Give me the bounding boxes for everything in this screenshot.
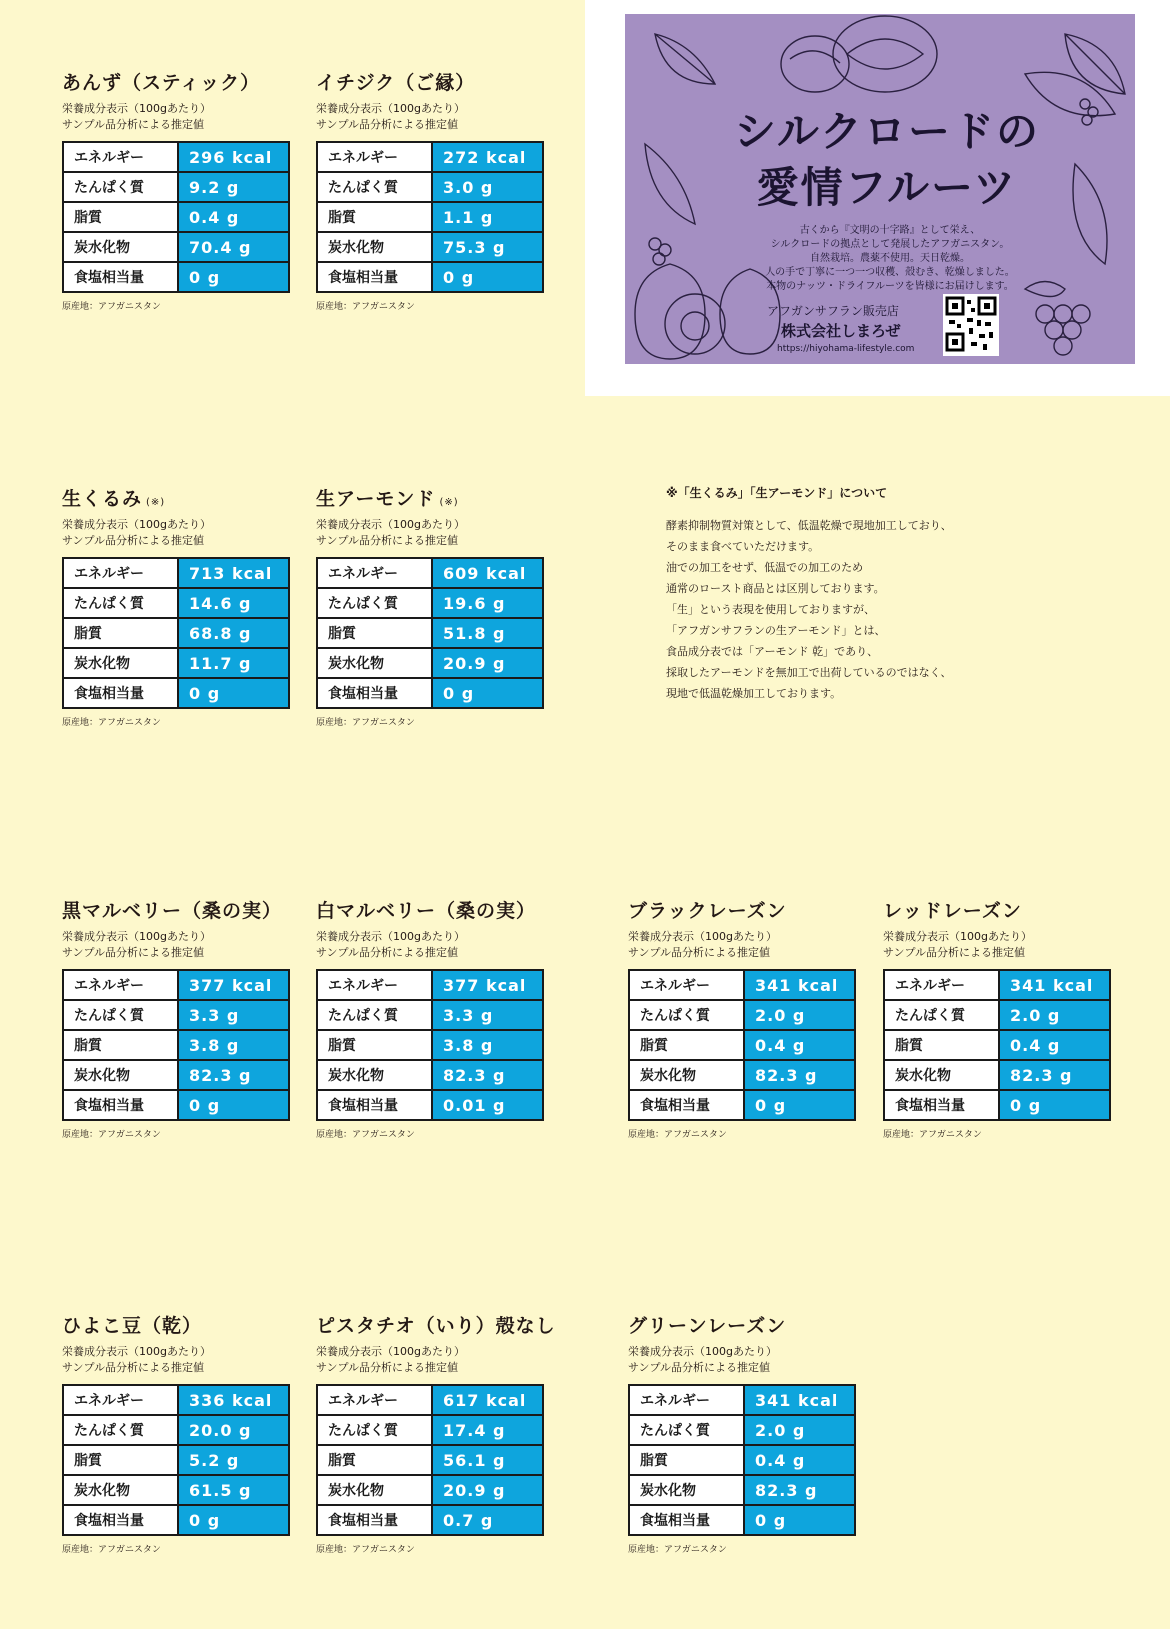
note-line: 酵素抑制物質対策として、低温乾燥で現地加工しており、 [666,519,952,532]
nutrient-value: 0 g [744,1090,855,1120]
nutrition-table [316,141,544,293]
banner-desc-line: 人の手で丁寧に一つ一つ収穫、殻むき、乾燥しました。 [765,267,1015,278]
nutrition-table [316,1384,544,1536]
nutrient-label: たんぱく質 [63,588,178,618]
brand-banner [625,14,1135,364]
nutrient-value: 0 g [999,1090,1110,1120]
table-row [317,618,543,648]
nutrient-value: 377 kcal [178,970,289,1000]
nutrient-label: エネルギー [629,1385,744,1415]
banner-description [725,224,1055,294]
banner-desc-line: 古くから『文明の十字路』として栄え、 [799,225,981,236]
nutrient-value: 341 kcal [999,970,1110,1000]
raw-nuts-note [666,484,1046,704]
note-line: 通常のロースト商品とは区別しております。 [666,582,885,595]
nutrition-subtitle: 栄養成分表示（100gあたり） サンプル品分析による推定値 [883,930,1032,959]
nutrient-value: 617 kcal [432,1385,543,1415]
nutrition-subtitle: 栄養成分表示（100gあたり） サンプル品分析による推定値 [62,518,211,547]
nutrient-value: 0 g [432,678,543,708]
nutrient-value: 272 kcal [432,142,543,172]
nutrition-subtitle: 栄養成分表示（100gあたり） サンプル品分析による推定値 [316,102,465,131]
nutrient-value: 0.4 g [999,1030,1110,1060]
nutrient-value: 1.1 g [432,202,543,232]
nutrient-label: たんぱく質 [63,1415,178,1445]
product-name: ブラックレーズン [628,900,787,922]
nutrient-value: 609 kcal [432,558,543,588]
product-name: グリーンレーズン [628,1315,787,1337]
nutrition-table [883,969,1111,1121]
table-row [629,1445,855,1475]
table-row [63,232,289,262]
origin-label: 原産地：アフガニスタン [883,1130,982,1140]
nutrition-table [62,1384,290,1536]
table-row [884,970,1110,1000]
table-row [317,1415,543,1445]
nutrient-value: 19.6 g [432,588,543,618]
table-row [629,1415,855,1445]
note-line: 食品成分表では「アーモンド 乾」であり、 [666,645,879,658]
nutrient-value: 2.0 g [744,1415,855,1445]
nutrient-label: 食塩相当量 [63,262,178,292]
table-row [629,1505,855,1535]
nutrient-value: 2.0 g [999,1000,1110,1030]
table-row [317,970,543,1000]
nutrient-label: エネルギー [63,970,178,1000]
table-row [629,1475,855,1505]
nutrition-subtitle: 栄養成分表示（100gあたり） サンプル品分析による推定値 [628,930,777,959]
note-line: そのまま食べていただけます。 [666,540,820,553]
table-row [317,262,543,292]
nutrition-table [62,969,290,1121]
nutrient-label: エネルギー [317,142,432,172]
nutrient-label: たんぱく質 [317,1000,432,1030]
nutrient-value: 0.4 g [744,1445,855,1475]
nutrient-value: 2.0 g [744,1000,855,1030]
nutrient-value: 296 kcal [178,142,289,172]
nutrient-label: 食塩相当量 [317,1090,432,1120]
nutrient-value: 0 g [178,1505,289,1535]
table-row [317,1475,543,1505]
nutrient-value: 70.4 g [178,232,289,262]
table-row [317,558,543,588]
origin-label: 原産地：アフガニスタン [316,1130,415,1140]
website-url[interactable]: https://hiyohama-lifestyle.com [777,344,915,354]
note-line: 「アフガンサフランの生アーモンド」とは、 [666,624,886,637]
table-row [63,202,289,232]
nutrient-label: 食塩相当量 [317,1505,432,1535]
table-row [317,1505,543,1535]
footnote-mark: (※) [439,497,459,508]
nutrition-card-fig [316,68,544,312]
nutrient-label: 食塩相当量 [317,678,432,708]
nutrient-label: たんぱく質 [63,1000,178,1030]
table-row [317,588,543,618]
shop-name: アフガンサフラン販売店 [767,304,899,318]
table-row [63,262,289,292]
nutrient-value: 68.8 g [178,618,289,648]
nutrient-label: たんぱく質 [317,172,432,202]
nutrient-label: 脂質 [317,1445,432,1475]
banner-title-line1: シルクロードの [733,107,1041,156]
nutrient-value: 82.3 g [178,1060,289,1090]
table-row [317,1445,543,1475]
nutrition-card-white-mulberry [316,896,544,1140]
table-row [63,1445,289,1475]
table-row [63,1090,289,1120]
table-row [63,1000,289,1030]
table-row [63,588,289,618]
nutrient-value: 341 kcal [744,970,855,1000]
table-row [317,232,543,262]
nutrient-value: 82.3 g [999,1060,1110,1090]
footnote-mark: (※) [146,497,166,508]
note-line: 採取したアーモンドを無加工で出荷しているのではなく、 [666,666,952,679]
note-line: 現地で低温乾燥加工しております。 [666,687,842,700]
nutrient-label: 食塩相当量 [63,1090,178,1120]
nutrient-label: エネルギー [317,1385,432,1415]
nutrition-table [62,557,290,709]
table-row [317,1030,543,1060]
banner-title [707,104,1067,216]
table-row [63,1060,289,1090]
nutrition-card-walnut [62,484,290,728]
origin-label: 原産地：アフガニスタン [628,1545,727,1555]
walnut-icon [781,16,937,92]
table-row [63,1475,289,1505]
table-row [317,1060,543,1090]
origin-label: 原産地：アフガニスタン [62,1545,161,1555]
banner-title-line2: 愛情フルーツ [756,163,1018,212]
table-row [317,648,543,678]
nutrition-card-red-raisin [883,896,1111,1140]
nutrient-label: 脂質 [63,202,178,232]
table-row [63,1505,289,1535]
nutrient-value: 0 g [178,262,289,292]
origin-label: 原産地：アフガニスタン [62,302,161,312]
nutrient-value: 20.0 g [178,1415,289,1445]
product-name: イチジク（ご縁） [316,72,476,94]
nutrient-label: 食塩相当量 [629,1090,744,1120]
nutrient-value: 0 g [178,678,289,708]
nutrient-label: 食塩相当量 [63,678,178,708]
nutrient-label: たんぱく質 [884,1000,999,1030]
nutrient-label: たんぱく質 [629,1000,744,1030]
nutrient-value: 11.7 g [178,648,289,678]
nutrient-value: 3.8 g [432,1030,543,1060]
nutrient-value: 20.9 g [432,648,543,678]
table-row [317,1090,543,1120]
nutrient-label: 脂質 [317,618,432,648]
banner-desc-line: 本物のナッツ・ドライフルーツを皆様にお届けします。 [766,281,1014,292]
nutrition-card-almond [316,484,544,728]
nutrient-label: たんぱく質 [317,1415,432,1445]
nutrient-label: エネルギー [317,970,432,1000]
table-row [63,1415,289,1445]
origin-label: 原産地：アフガニスタン [316,302,415,312]
nutrient-label: 食塩相当量 [629,1505,744,1535]
note-title: ※「生くるみ」「生アーモンド」について [666,486,888,500]
nutrient-label: 脂質 [884,1030,999,1060]
nutrient-label: 脂質 [629,1445,744,1475]
nutrition-subtitle: 栄養成分表示（100gあたり） サンプル品分析による推定値 [62,1345,211,1374]
product-name: あんず（スティック） [62,72,261,94]
banner-frame [585,0,1170,396]
nutrient-label: 食塩相当量 [63,1505,178,1535]
nutrition-card-chickpea [62,1311,290,1555]
table-row [629,1000,855,1030]
table-row [629,970,855,1000]
origin-label: 原産地：アフガニスタン [62,1130,161,1140]
qr-code-icon[interactable] [943,294,999,356]
product-name: 生アーモンド (※) [316,488,459,510]
nutrition-table [62,141,290,293]
table-row [63,142,289,172]
nutrient-label: たんぱく質 [317,588,432,618]
table-row [317,142,543,172]
nutrient-value: 82.3 g [744,1060,855,1090]
nutrient-label: エネルギー [63,142,178,172]
table-row [317,202,543,232]
nutrient-label: 脂質 [317,1030,432,1060]
table-row [317,678,543,708]
nutrient-value: 0.7 g [432,1505,543,1535]
nutrient-label: 脂質 [317,202,432,232]
nutrient-value: 0.01 g [432,1090,543,1120]
nutrition-card-black-raisin [628,896,856,1140]
nutrient-value: 51.8 g [432,618,543,648]
nutrient-value: 61.5 g [178,1475,289,1505]
nutrient-label: 食塩相当量 [884,1090,999,1120]
nutrient-label: エネルギー [884,970,999,1000]
nutrient-label: 脂質 [629,1030,744,1060]
nutrition-table [316,969,544,1121]
nutrition-subtitle: 栄養成分表示（100gあたり） サンプル品分析による推定値 [316,930,465,959]
nutrient-value: 0 g [744,1505,855,1535]
nutrient-label: 炭水化物 [317,648,432,678]
nutrient-value: 341 kcal [744,1385,855,1415]
nutrient-label: 炭水化物 [63,1475,178,1505]
table-row [63,558,289,588]
table-row [884,1060,1110,1090]
nutrient-label: 炭水化物 [629,1475,744,1505]
table-row [63,172,289,202]
banner-desc-line: シルクロードの拠点として発展したアフガニスタン。 [770,239,1010,250]
table-row [63,648,289,678]
nutrient-label: 炭水化物 [884,1060,999,1090]
nutrient-value: 5.2 g [178,1445,289,1475]
table-row [63,1385,289,1415]
origin-label: 原産地：アフガニスタン [316,718,415,728]
nutrition-subtitle: 栄養成分表示（100gあたり） サンプル品分析による推定値 [628,1345,777,1374]
nutrient-label: 脂質 [63,618,178,648]
nutrient-value: 20.9 g [432,1475,543,1505]
table-row [884,1090,1110,1120]
nutrient-value: 75.3 g [432,232,543,262]
nutrient-label: エネルギー [317,558,432,588]
nutrient-value: 82.3 g [432,1060,543,1090]
nutrition-subtitle: 栄養成分表示（100gあたり） サンプル品分析による推定値 [316,518,465,547]
nutrient-label: 炭水化物 [63,648,178,678]
table-row [629,1385,855,1415]
company-name: 株式会社しまろぜ [781,322,901,340]
table-row [629,1030,855,1060]
table-row [317,172,543,202]
nutrient-label: エネルギー [629,970,744,1000]
banner-desc-line: 自然栽培。農薬不使用。天日乾燥。 [810,253,970,264]
nutrition-card-apricot [62,68,290,312]
nutrient-value: 17.4 g [432,1415,543,1445]
origin-label: 原産地：アフガニスタン [62,718,161,728]
table-row [629,1090,855,1120]
nutrient-value: 14.6 g [178,588,289,618]
nutrition-table [628,969,856,1121]
table-row [63,678,289,708]
nutrition-table [628,1384,856,1536]
nutrient-value: 0.4 g [744,1030,855,1060]
table-row [63,618,289,648]
nutrient-value: 336 kcal [178,1385,289,1415]
nutrient-value: 3.3 g [178,1000,289,1030]
nutrient-label: 炭水化物 [63,1060,178,1090]
table-row [629,1060,855,1090]
product-name: 黒マルベリー（桑の実） [62,900,283,922]
nutrient-value: 0 g [178,1090,289,1120]
nutrient-label: 脂質 [63,1445,178,1475]
nutrient-label: 炭水化物 [317,1475,432,1505]
nutrient-value: 56.1 g [432,1445,543,1475]
note-line: 「生」という表現を使用しておりますが、 [666,603,875,616]
table-row [884,1000,1110,1030]
nutrient-label: たんぱく質 [629,1415,744,1445]
table-row [317,1000,543,1030]
nutrient-value: 3.3 g [432,1000,543,1030]
nutrient-label: 炭水化物 [317,1060,432,1090]
origin-label: 原産地：アフガニスタン [628,1130,727,1140]
nutrient-value: 9.2 g [178,172,289,202]
origin-label: 原産地：アフガニスタン [316,1545,415,1555]
nutrient-label: 炭水化物 [63,232,178,262]
nutrient-value: 713 kcal [178,558,289,588]
table-row [63,970,289,1000]
nutrient-value: 3.8 g [178,1030,289,1060]
nutrient-label: 炭水化物 [629,1060,744,1090]
nutrient-value: 377 kcal [432,970,543,1000]
nutrition-card-green-raisin [628,1311,856,1555]
note-line: 油での加工をせず、低温での加工のため [666,561,864,574]
product-name: 生くるみ (※) [62,488,166,510]
nutrition-subtitle: 栄養成分表示（100gあたり） サンプル品分析による推定値 [316,1345,465,1374]
table-row [63,1030,289,1060]
nutrient-label: 脂質 [63,1030,178,1060]
product-name: ひよこ豆（乾） [62,1315,203,1337]
nutrient-label: 食塩相当量 [317,262,432,292]
nutrition-subtitle: 栄養成分表示（100gあたり） サンプル品分析による推定値 [62,102,211,131]
nutrient-value: 0.4 g [178,202,289,232]
nutrition-card-pistachio [316,1311,556,1555]
product-name: 白マルベリー（桑の実） [316,900,537,922]
nutrient-value: 0 g [432,262,543,292]
nutrient-value: 3.0 g [432,172,543,202]
table-row [884,1030,1110,1060]
nutrient-label: エネルギー [63,558,178,588]
nutrient-label: たんぱく質 [63,172,178,202]
nutrition-card-black-mulberry [62,896,290,1140]
nutrition-table [316,557,544,709]
nutrient-label: エネルギー [63,1385,178,1415]
nutrition-subtitle: 栄養成分表示（100gあたり） サンプル品分析による推定値 [62,930,211,959]
nutrient-label: 炭水化物 [317,232,432,262]
product-name: ピスタチオ（いり）殻なし [316,1315,556,1337]
nutrient-value: 82.3 g [744,1475,855,1505]
table-row [317,1385,543,1415]
product-name: レッドレーズン [883,900,1022,922]
